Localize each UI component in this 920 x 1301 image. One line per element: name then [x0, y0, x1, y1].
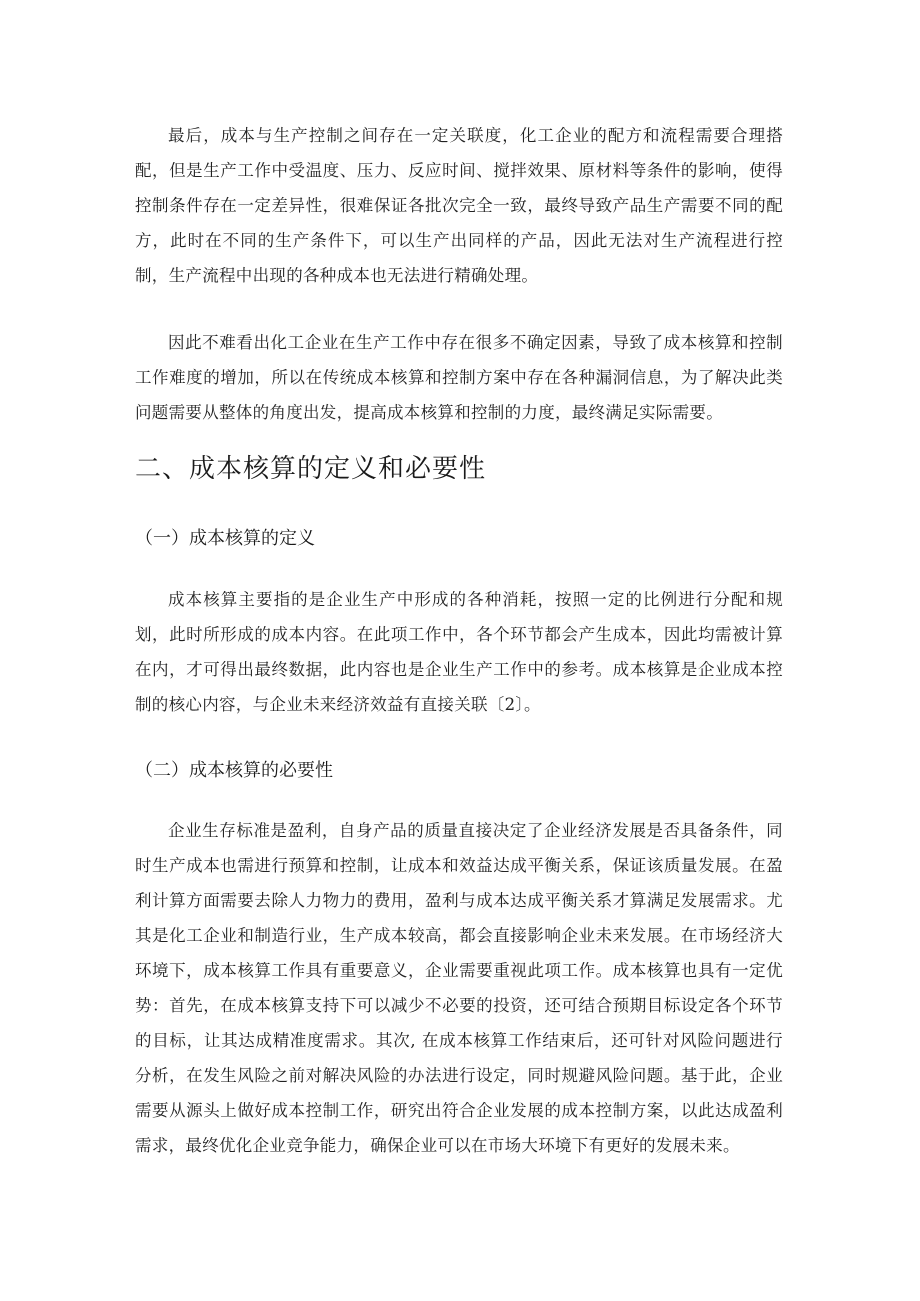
paragraph-necessity: 企业生存标准是盈利，自身产品的质量直接决定了企业经济发展是否具备条件，同时生产成本也需进行预算和控制，让成本和效益达成平衡关系，保证该质量发展。在盈利计算方面需要去除人力物力的费用，盈利与成本达成平衡关系才算满足发展需求。尤其是化工企业和制造行业，生产成本较高，都会直接影响企业未来发展。在市场经济大环境下，成本核算工作具有重要意义，企业需要重视此项工作。成本核算也具有一定优势：首先，在成本核算支持下可以减少不必要的投资，还可结合预期目标设定各个环节的目标，让其达成精准度需求。其次, 在成本核算工作结束后，还可针对风险问题进行分析，在发生风险之前对解决风险的办法进行设定，同时规避风险问题。基于此，企业需要从源头上做好成本控制工作，研究出符合企业发展的成本控制方案，以此达成盈利需求，最终优化企业竞争能力，确保企业可以在市场大环境下有更好的发展未来。 — [135, 821, 783, 1155]
paragraph-uncertainty: 因此不难看出化工企业在生产工作中存在很多不确定因素，导致了成本核算和控制工作难度的增加，所以在传统成本核算和控制方案中存在各种漏洞信息，为了解决此类问题需要从整体的角度出发，提高成本核算和控制的力度，最终满足实际需要。 — [135, 333, 783, 422]
paragraph-production-control: 最后，成本与生产控制之间存在一定关联度，化工企业的配方和流程需要合理搭配，但是生产工作中受温度、压力、反应时间、搅拌效果、原材料等条件的影响，使得控制条件存在一定差异性，很难保证各批次完全一致，最终导致产品生产需要不同的配方，此时在不同的生产条件下，可以生产出同样的产品，因此无法对生产流程进行控制，生产流程中出现的各种成本也无法进行精确处理。 — [135, 126, 783, 285]
paragraph-definition: 成本核算主要指的是企业生产中形成的各种消耗，按照一定的比例进行分配和规划，此时所形成的成本内容。在此项工作中，各个环节都会产生成本，因此均需被计算在内，才可得出最终数据，此内容也是企业生产工作中的参考。成本核算是企业成本控制的核心内容，与企业未来经济效益有直接关联〔2〕。 — [135, 590, 783, 714]
subheading-definition: （一）成本核算的定义 — [135, 528, 315, 549]
subheading-necessity: （二）成本核算的必要性 — [135, 760, 333, 781]
section-heading-cost-accounting: 二、成本核算的定义和必要性 — [135, 454, 487, 484]
